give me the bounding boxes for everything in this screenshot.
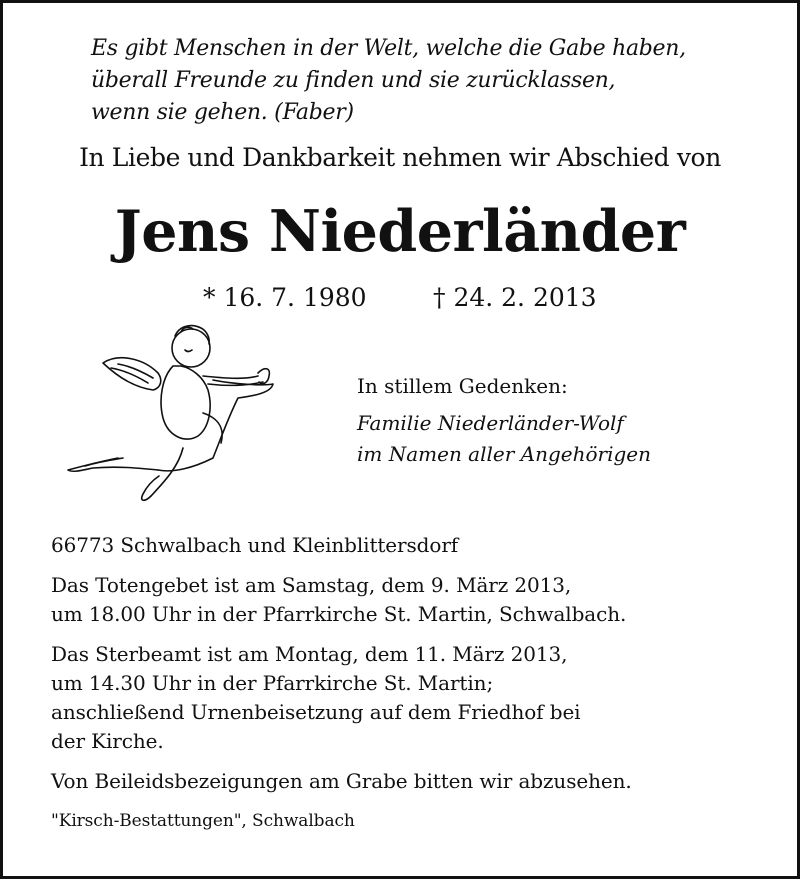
requiem-paragraph <box>51 640 771 756</box>
life-dates <box>203 283 597 312</box>
quote-line: überall Freunde zu finden und sie zurücklassen, <box>91 68 616 93</box>
requiem-line: Das Sterbeamt ist am Montag, dem 11. März 2013, <box>51 642 568 666</box>
memory-heading: In stillem Gedenken: <box>357 374 568 398</box>
birth-date: * 16. 7. 1980 <box>203 283 367 312</box>
deceased-name: Jens Niederländer <box>114 198 686 265</box>
prayer-paragraph <box>51 571 771 629</box>
requiem-line: um 14.30 Uhr in der Pfarrkirche St. Martin; <box>51 671 494 695</box>
signature-line: im Namen aller Angehörigen <box>357 442 652 466</box>
signature <box>357 408 651 470</box>
prayer-line: um 18.00 Uhr in der Pfarrkirche St. Martin, Schwalbach. <box>51 602 627 626</box>
signature-line: Familie Niederländer-Wolf <box>357 411 624 435</box>
death-date: † 24. 2. 2013 <box>433 283 597 312</box>
intro-text: In Liebe und Dankbarkeit nehmen wir Abschied von <box>79 143 721 172</box>
location-line: 66773 Schwalbach und Kleinblittersdorf <box>51 533 459 557</box>
requiem-line: der Kirche. <box>51 729 164 753</box>
angel-body <box>161 366 210 439</box>
memory-block <box>357 371 651 470</box>
angel-head <box>172 329 210 367</box>
requiem-line: anschließend Urnenbeisetzung auf dem Friedhof bei <box>51 700 581 724</box>
announcement-body <box>51 531 771 847</box>
quote <box>91 33 771 129</box>
angel-drapery <box>158 380 273 471</box>
angel-illustration <box>63 318 283 508</box>
quote-line: wenn sie gehen. (Faber) <box>91 100 354 125</box>
quote-line: Es gibt Menschen in der Welt, welche die Gabe haben, <box>91 36 686 61</box>
undertaker-line: "Kirsch-Bestattungen", Schwalbach <box>51 811 355 831</box>
condolences-line: Von Beileidsbezeigungen am Grabe bitten wir abzusehen. <box>51 769 632 793</box>
prayer-line: Das Totengebet ist am Samstag, dem 9. März 2013, <box>51 573 572 597</box>
